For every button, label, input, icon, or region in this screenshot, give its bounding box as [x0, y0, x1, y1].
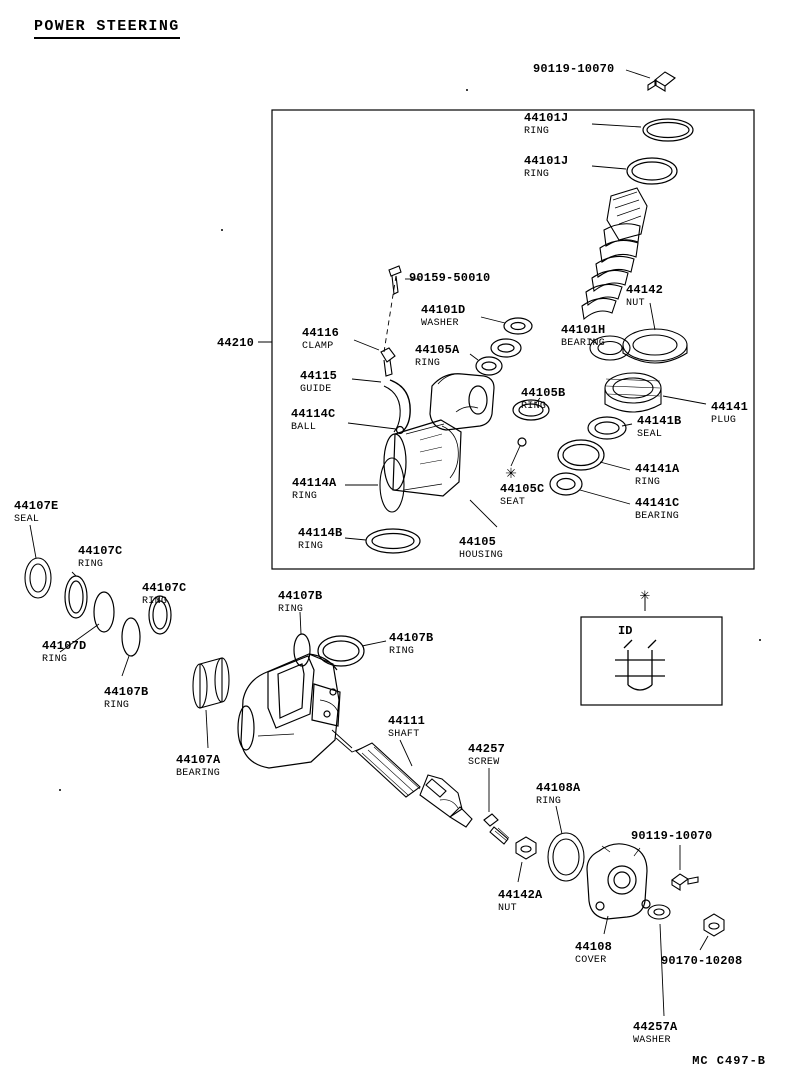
- callout-44116: 44116 CLAMP: [302, 326, 340, 352]
- callout-44108: 44108 COVER: [575, 940, 613, 966]
- callout-44107B-1: 44107B RING: [104, 685, 149, 711]
- callout-44141: 44141 PLUG: [711, 400, 749, 426]
- callout-44114B: 44114B RING: [298, 526, 343, 552]
- page-title: POWER STEERING: [34, 18, 180, 39]
- callout-44114C: 44114C BALL: [291, 407, 336, 433]
- callout-44101H: 44101H BEARING: [561, 323, 606, 349]
- callout-44107B-3: 44107B RING: [389, 631, 434, 657]
- callout-44101J-1: 44101J RING: [524, 111, 569, 137]
- callout-44101J-2: 44101J RING: [524, 154, 569, 180]
- callout-44142A: 44142A NUT: [498, 888, 543, 914]
- callout-90170-10208: 90170-10208: [661, 954, 743, 968]
- callout-44210: 44210: [217, 336, 255, 350]
- callout-44107C-2: 44107C RING: [142, 581, 187, 607]
- callout-44107D: 44107D RING: [42, 639, 87, 665]
- callout-44141B: 44141B SEAL: [637, 414, 682, 440]
- callout-44105B: 44105B RING: [521, 386, 566, 412]
- callout-44141A: 44141A RING: [635, 462, 680, 488]
- svg-text:✳: ✳: [639, 589, 651, 604]
- callout-90159-50010: 90159-50010: [409, 271, 491, 285]
- callout-44142: 44142 NUT: [626, 283, 664, 309]
- callout-44105C: 44105C SEAT: [500, 482, 545, 508]
- callout-44101D: 44101D WASHER: [421, 303, 466, 329]
- callout-44107E: 44107E SEAL: [14, 499, 59, 525]
- callout-44105: 44105 HOUSING: [459, 535, 504, 561]
- callout-44115: 44115 GUIDE: [300, 369, 338, 395]
- footer-code: MC C497-B: [692, 1054, 766, 1068]
- callout-44108A: 44108A RING: [536, 781, 581, 807]
- svg-text:✳: ✳: [505, 466, 517, 482]
- callout-44107B-2: 44107B RING: [278, 589, 323, 615]
- callout-44107A: 44107A BEARING: [176, 753, 221, 779]
- id-box-label: ID: [618, 624, 633, 638]
- callout-44257: 44257 SCREW: [468, 742, 506, 768]
- callout-90119-10070-bottom: 90119-10070: [631, 829, 713, 843]
- callout-44141C: 44141C BEARING: [635, 496, 680, 522]
- callout-90119-10070-top: 90119-10070: [533, 62, 615, 76]
- callout-44257A: 44257A WASHER: [633, 1020, 678, 1046]
- callout-44111: 44111 SHAFT: [388, 714, 426, 740]
- callout-44105A: 44105A RING: [415, 343, 460, 369]
- callout-44107C-1: 44107C RING: [78, 544, 123, 570]
- callout-44114A: 44114A RING: [292, 476, 337, 502]
